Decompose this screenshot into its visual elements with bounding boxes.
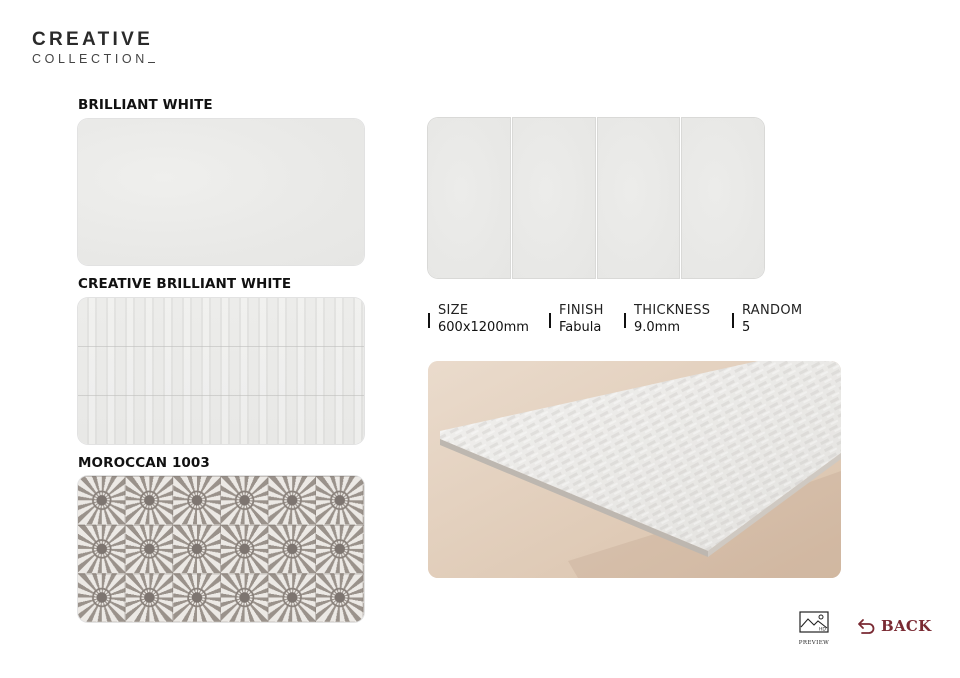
spec-divider (428, 313, 430, 328)
tile-band-line (78, 346, 364, 347)
spec-divider (549, 313, 551, 328)
layout-preview (428, 118, 764, 278)
brand-name: CREATIVE (32, 29, 154, 50)
slab-render-svg (428, 361, 841, 578)
tile-swatch-brilliant-white[interactable] (78, 119, 364, 265)
back-label: BACK (881, 617, 932, 635)
back-arrow-icon (856, 617, 876, 635)
hd-icon-text: HD (819, 627, 826, 633)
spec-size-value: 600x1200mm (438, 320, 529, 335)
tile-swatch-creative-brilliant-white[interactable] (78, 298, 364, 444)
spec-size-label: SIZE (438, 303, 469, 318)
tile-band-line (78, 395, 364, 396)
slab-panel (428, 118, 510, 278)
brand-subtitle: COLLECTION (32, 52, 148, 66)
logo-underscore (148, 52, 155, 63)
slab-render-image (428, 361, 841, 578)
tile-title-brilliant-white: BRILLIANT WHITE (78, 97, 213, 113)
hd-image-icon (799, 611, 829, 633)
back-button[interactable] (856, 617, 932, 635)
preview-label: PREVIEW (798, 640, 830, 646)
brand-logo (32, 30, 155, 67)
spec-finish-label: FINISH (559, 303, 604, 318)
slab-panel (682, 118, 764, 278)
spec-finish-value: Fabula (559, 320, 602, 335)
tile-title-creative-brilliant-white: CREATIVE BRILLIANT WHITE (78, 276, 292, 292)
spec-random-value: 5 (742, 320, 751, 335)
slab-panel (513, 118, 595, 278)
tile-title-moroccan-1003: MOROCCAN 1003 (78, 455, 210, 471)
spec-random-label: RANDOM (742, 303, 803, 318)
tile-swatch-moroccan-1003[interactable] (78, 476, 364, 622)
spec-thickness-label: THICKNESS (634, 303, 711, 318)
slab-panel (598, 118, 680, 278)
hd-preview-button[interactable] (797, 611, 831, 646)
spec-thickness-value: 9.0mm (634, 320, 681, 335)
spec-divider (732, 313, 734, 328)
spec-divider (624, 313, 626, 328)
